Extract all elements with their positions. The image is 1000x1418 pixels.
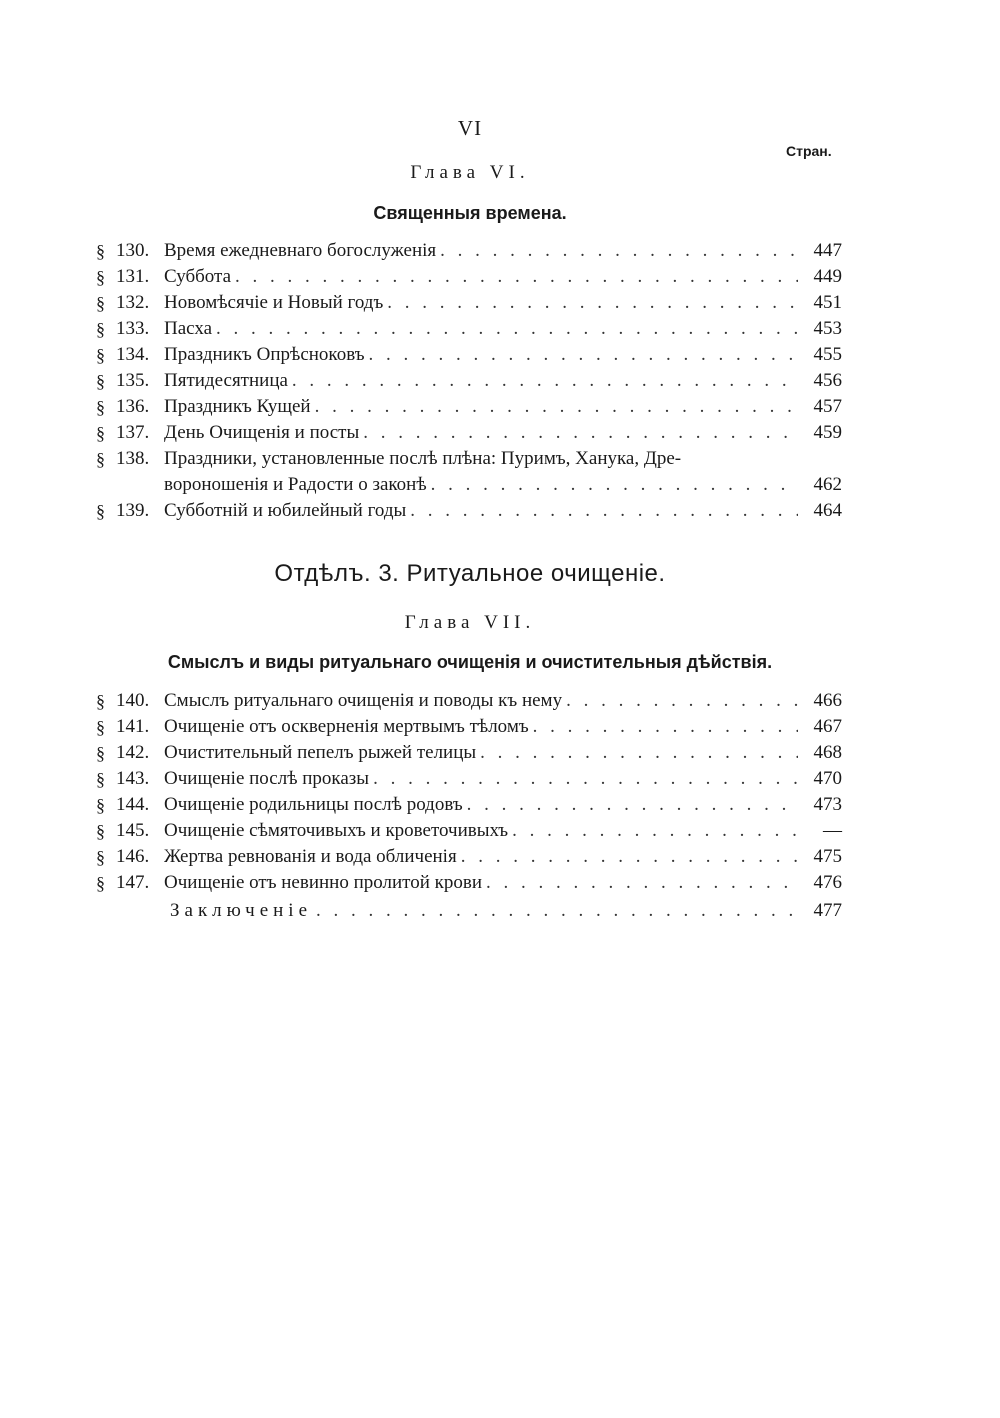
entry-page: 447 — [813, 240, 842, 261]
dot-leader — [235, 264, 798, 290]
section-sign: § — [96, 847, 105, 867]
entry-title: Суббота — [164, 266, 232, 287]
entry-page: 459 — [813, 422, 842, 443]
entry-page: 451 — [813, 292, 842, 313]
dot-leader — [216, 316, 798, 342]
toc-entry-conclusion — [96, 898, 842, 924]
toc-entry-140 — [96, 688, 842, 714]
entry-title: Время ежедневнаго богослуженія — [164, 240, 437, 261]
section-sign: § — [96, 371, 105, 391]
toc-entry-133 — [96, 316, 842, 342]
dot-leader — [467, 792, 798, 818]
entry-page: 473 — [813, 794, 842, 815]
entry-page: 475 — [813, 846, 842, 867]
section-sign: § — [96, 345, 105, 365]
dot-leader — [369, 342, 798, 368]
toc-entry-137 — [96, 420, 842, 446]
chapter-6-heading: Глава VI. — [410, 162, 530, 183]
toc-entry-142 — [96, 740, 842, 766]
section-sign: § — [96, 795, 105, 815]
toc-entry-136 — [96, 394, 842, 420]
section-sign: § — [96, 423, 105, 443]
toc-entry-132 — [96, 290, 842, 316]
toc-entry-130 — [96, 238, 842, 264]
entry-page: 457 — [813, 396, 842, 417]
dot-leader — [533, 714, 798, 740]
dot-leader — [387, 290, 798, 316]
entry-title: Жертва ревнованія и вода обличенія — [164, 846, 457, 867]
entry-page: 477 — [813, 900, 842, 921]
entry-number: 134. — [116, 344, 150, 365]
toc-entry-144 — [96, 792, 842, 818]
toc-entry-131 — [96, 264, 842, 290]
entry-number: 138. — [116, 448, 150, 469]
entry-title: Праздникъ Опрѣсноковъ — [164, 344, 365, 365]
toc-entry-135 — [96, 368, 842, 394]
section-sign: § — [96, 267, 105, 287]
entry-page: 467 — [813, 716, 842, 737]
entry-title-continuation: вороношенія и Радости о законѣ — [164, 474, 427, 495]
entry-title: Праздники, установленные послѣ плѣна: Пуримъ, Ханука, Дре- — [164, 448, 682, 469]
entry-title: Очищеніе послѣ проказы — [164, 768, 370, 789]
entry-number: 139. — [116, 500, 150, 521]
entry-number: 137. — [116, 422, 150, 443]
dot-leader — [566, 688, 798, 714]
section-sign: § — [96, 397, 105, 417]
entry-number: 136. — [116, 396, 150, 417]
entry-page: 449 — [813, 266, 842, 287]
entry-title: Очищеніе сѣмяточивыхъ и кроветочивыхъ — [164, 820, 509, 841]
entry-page: 456 — [813, 370, 842, 391]
toc-entry-146 — [96, 844, 842, 870]
entry-number: 145. — [116, 820, 150, 841]
entry-page: 470 — [813, 768, 842, 789]
entry-number: 147. — [116, 872, 150, 893]
part-3-title: Отдѣлъ. 3. Ритуальное очищеніе. — [274, 560, 666, 587]
entry-title: Пятидесятница — [164, 370, 288, 391]
entry-number: 146. — [116, 846, 150, 867]
section-sign: § — [96, 293, 105, 313]
entry-page: 464 — [813, 500, 842, 521]
chapter-7-toc — [96, 688, 842, 924]
section-sign: § — [96, 691, 105, 711]
dot-leader — [373, 766, 798, 792]
section-sign: § — [96, 821, 105, 841]
entry-number: 131. — [116, 266, 150, 287]
entry-title: Новомѣсячіе и Новый годъ — [164, 292, 384, 313]
entry-title: Пасха — [164, 318, 213, 339]
dot-leader — [461, 844, 798, 870]
section-sign: § — [96, 769, 105, 789]
entry-title: Очистительный пепелъ рыжей телицы — [164, 742, 477, 763]
toc-entry-145 — [96, 818, 842, 844]
chapter-7-title: Смыслъ и виды ритуальнаго очищенія и очистительныя дѣйствія. — [167, 652, 773, 672]
dot-leader — [486, 870, 798, 896]
toc-entry-147 — [96, 870, 842, 896]
entry-title: Смыслъ ритуальнаго очищенія и поводы къ нему — [164, 690, 563, 711]
dot-leader — [316, 898, 798, 924]
section-sign: § — [96, 241, 105, 261]
chapter-7-heading: Глава VII. — [404, 612, 536, 633]
entry-page: 476 — [813, 872, 842, 893]
dot-leader — [363, 420, 798, 446]
entry-title: День Очищенія и посты — [164, 422, 360, 443]
entry-title: Очищеніе отъ оскверненія мертвымъ тѣломъ — [164, 716, 529, 737]
dot-leader — [480, 740, 798, 766]
chapter-6-toc — [96, 238, 842, 524]
dot-leader — [431, 472, 798, 498]
entry-page: 468 — [813, 742, 842, 763]
toc-entry-139 — [96, 498, 842, 524]
dot-leader — [440, 238, 798, 264]
entry-number: 144. — [116, 794, 150, 815]
entry-number: 133. — [116, 318, 150, 339]
section-sign: § — [96, 449, 105, 469]
entry-title: Очищеніе отъ невинно пролитой крови — [164, 872, 482, 893]
dot-leader — [410, 498, 798, 524]
entry-page: 466 — [813, 690, 842, 711]
toc-entry-143 — [96, 766, 842, 792]
entry-page: 453 — [813, 318, 842, 339]
dot-leader — [292, 368, 798, 394]
toc-entry-138 — [96, 446, 842, 472]
pages-column-label: Стран. — [786, 143, 832, 159]
entry-number: 142. — [116, 742, 150, 763]
section-sign: § — [96, 319, 105, 339]
section-sign: § — [96, 873, 105, 893]
entry-title: Праздникъ Кущей — [164, 396, 311, 417]
section-sign: § — [96, 501, 105, 521]
entry-number: 130. — [116, 240, 150, 261]
entry-title: Заключеніе — [170, 900, 313, 921]
toc-entry-138-continuation — [96, 472, 842, 498]
entry-title: Очищеніе родильницы послѣ родовъ — [164, 794, 463, 815]
entry-number: 132. — [116, 292, 150, 313]
entry-number: 141. — [116, 716, 150, 737]
page-number: VI — [457, 116, 483, 140]
chapter-6-title: Священныя времена. — [373, 203, 567, 223]
dot-leader — [315, 394, 798, 420]
toc-entry-134 — [96, 342, 842, 368]
section-sign: § — [96, 743, 105, 763]
entry-number: 140. — [116, 690, 150, 711]
dot-leader — [512, 818, 798, 844]
entry-number: 135. — [116, 370, 150, 391]
entry-page: 462 — [813, 474, 842, 495]
entry-page: — — [823, 820, 842, 841]
entry-title: Субботній и юбилейный годы — [164, 500, 407, 521]
toc-entry-141 — [96, 714, 842, 740]
entry-number: 143. — [116, 768, 150, 789]
entry-page: 455 — [813, 344, 842, 365]
section-sign: § — [96, 717, 105, 737]
